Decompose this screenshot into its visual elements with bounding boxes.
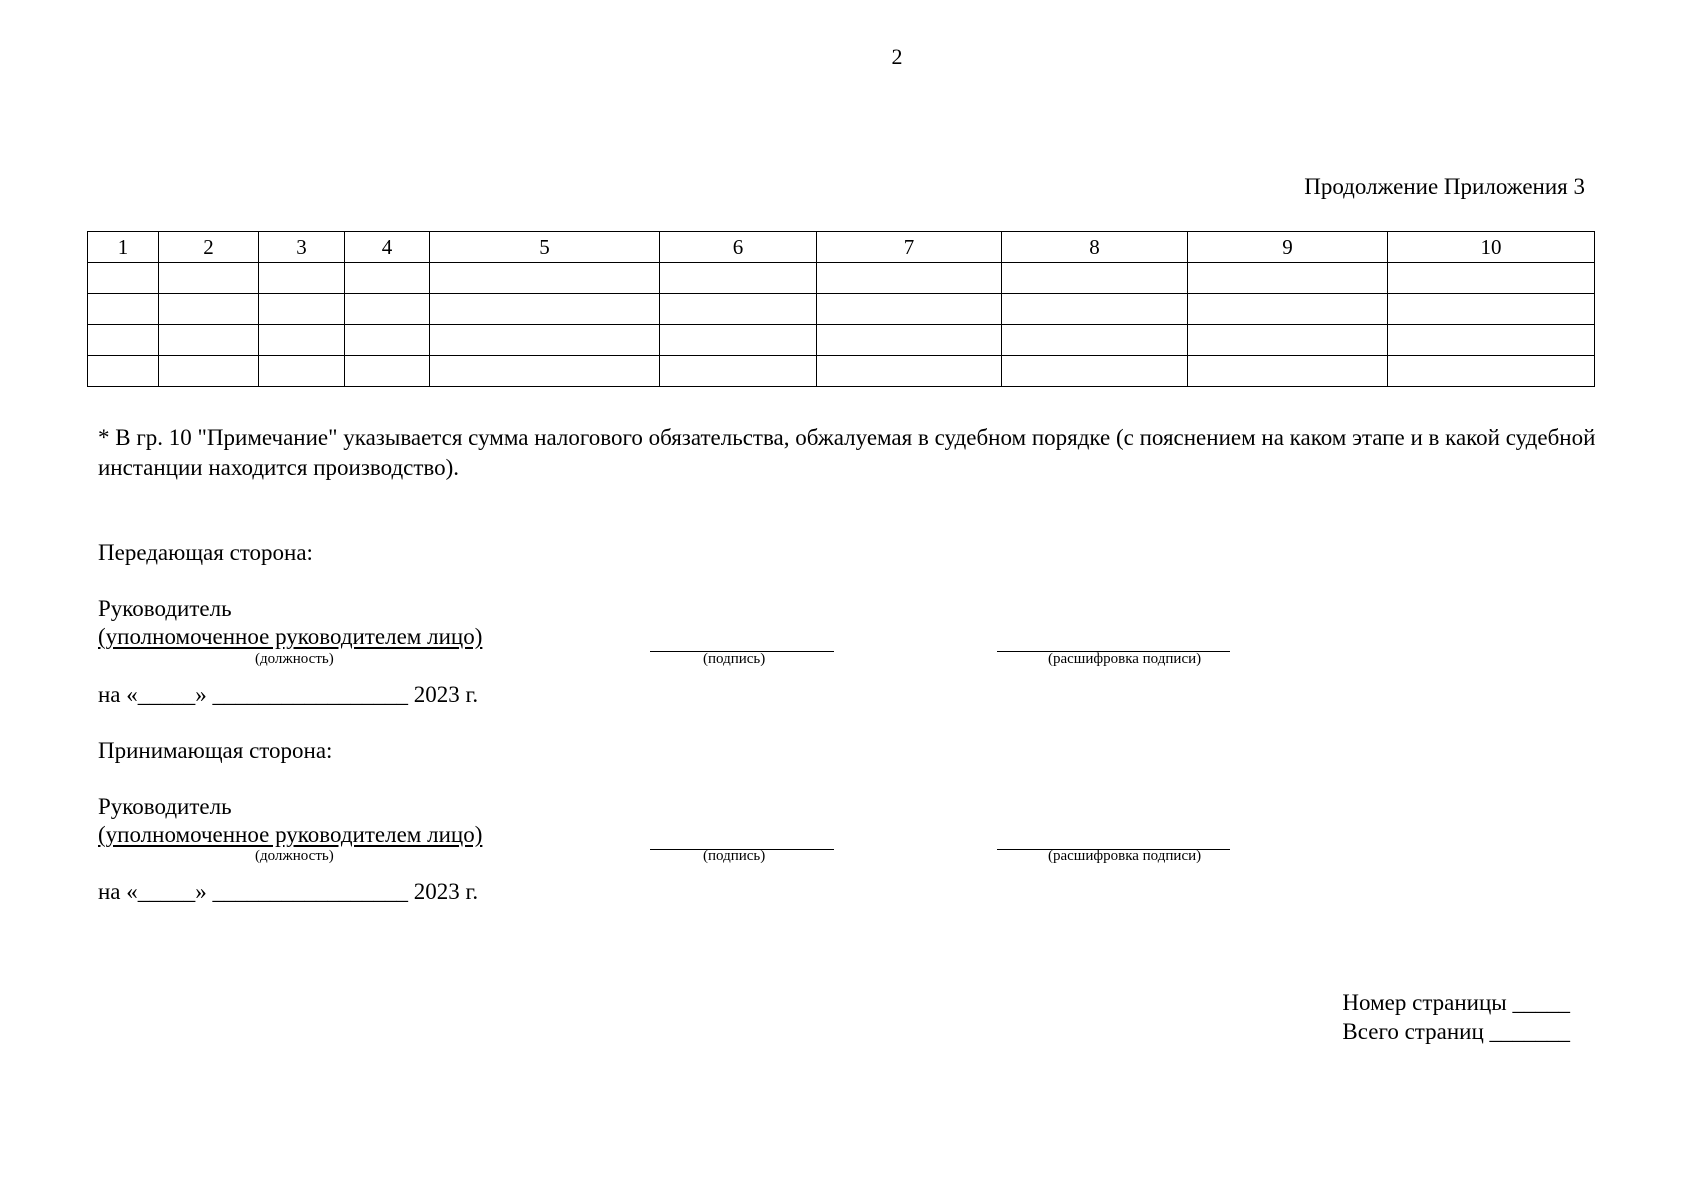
column-header: 1 [88, 232, 159, 263]
column-header: 4 [345, 232, 430, 263]
table-cell[interactable] [88, 263, 159, 294]
receiving-decoding-caption: (расшифровка подписи) [1048, 848, 1202, 864]
table-cell[interactable] [1188, 356, 1388, 387]
table-cell[interactable] [159, 356, 259, 387]
receiving-position-caption: (должность) [255, 848, 334, 864]
total-pages-label: Всего страниц _______ [1342, 1019, 1570, 1044]
table-cell[interactable] [345, 263, 430, 294]
table-cell[interactable] [1388, 263, 1595, 294]
table-cell[interactable] [259, 294, 345, 325]
table-cell[interactable] [159, 263, 259, 294]
data-table [87, 231, 1595, 387]
column-header: 9 [1188, 232, 1388, 263]
table-cell[interactable] [1188, 325, 1388, 356]
table-row [88, 356, 1595, 387]
receiving-signature-caption: (подпись) [703, 848, 766, 864]
table-header-row [88, 232, 1595, 263]
table-cell[interactable] [660, 325, 817, 356]
column-header: 5 [430, 232, 660, 263]
page-number: 2 [891, 44, 903, 69]
table-cell[interactable] [345, 356, 430, 387]
column-header: 10 [1388, 232, 1595, 263]
table-cell[interactable] [88, 356, 159, 387]
table-cell[interactable] [660, 356, 817, 387]
column-header: 3 [259, 232, 345, 263]
table-cell[interactable] [259, 356, 345, 387]
table-cell[interactable] [1188, 294, 1388, 325]
table-row [88, 325, 1595, 356]
continuation-title: Продолжение Приложения 3 [1304, 174, 1585, 199]
receiving-authorized-label: (уполномоченное руководителем лицо) [98, 822, 483, 847]
table-cell[interactable] [1002, 263, 1188, 294]
table-cell[interactable] [430, 356, 660, 387]
table-cell[interactable] [259, 325, 345, 356]
table-cell[interactable] [430, 263, 660, 294]
table-cell[interactable] [817, 294, 1002, 325]
transferring-heading: Передающая сторона: [98, 540, 313, 565]
table-cell[interactable] [1188, 263, 1388, 294]
table-cell[interactable] [345, 325, 430, 356]
table-cell[interactable] [430, 294, 660, 325]
table-cell[interactable] [88, 325, 159, 356]
table-cell[interactable] [430, 325, 660, 356]
column-header: 6 [660, 232, 817, 263]
transferring-position-caption: (должность) [255, 651, 334, 667]
footnote: * В гр. 10 "Примечание" указывается сумма налогового обязательства, обжалуемая в судебном порядке (с пояснением на каком этапе и в какой судебной инстанции находится производство). [98, 425, 1596, 480]
transferring-authorized-label: (уполномоченное руководителем лицо) [98, 624, 483, 649]
column-header: 8 [1002, 232, 1188, 263]
transferring-date-line[interactable]: на «_____» _________________ 2023 г. [98, 682, 479, 707]
table-row [88, 263, 1595, 294]
table-cell[interactable] [259, 263, 345, 294]
table-cell[interactable] [660, 294, 817, 325]
table-cell[interactable] [159, 294, 259, 325]
table-cell[interactable] [817, 263, 1002, 294]
table-cell[interactable] [1002, 294, 1188, 325]
table-cell[interactable] [1388, 356, 1595, 387]
table-cell[interactable] [660, 263, 817, 294]
column-header: 2 [159, 232, 259, 263]
table-cell[interactable] [817, 356, 1002, 387]
receiving-heading: Принимающая сторона: [98, 738, 333, 763]
transferring-head-label: Руководитель [98, 596, 232, 621]
table-row [88, 294, 1595, 325]
table-cell[interactable] [159, 325, 259, 356]
receiving-head-label: Руководитель [98, 794, 232, 819]
table-cell[interactable] [1002, 325, 1188, 356]
transferring-signature-caption: (подпись) [703, 651, 766, 667]
table-cell[interactable] [817, 325, 1002, 356]
table-cell[interactable] [1002, 356, 1188, 387]
table-cell[interactable] [345, 294, 430, 325]
table-cell[interactable] [1388, 325, 1595, 356]
receiving-date-line[interactable]: на «_____» _________________ 2023 г. [98, 879, 479, 904]
table-cell[interactable] [1388, 294, 1595, 325]
table-cell[interactable] [88, 294, 159, 325]
page-counter-label: Номер страницы _____ [1342, 990, 1570, 1015]
column-header: 7 [817, 232, 1002, 263]
transferring-decoding-caption: (расшифровка подписи) [1048, 651, 1202, 667]
